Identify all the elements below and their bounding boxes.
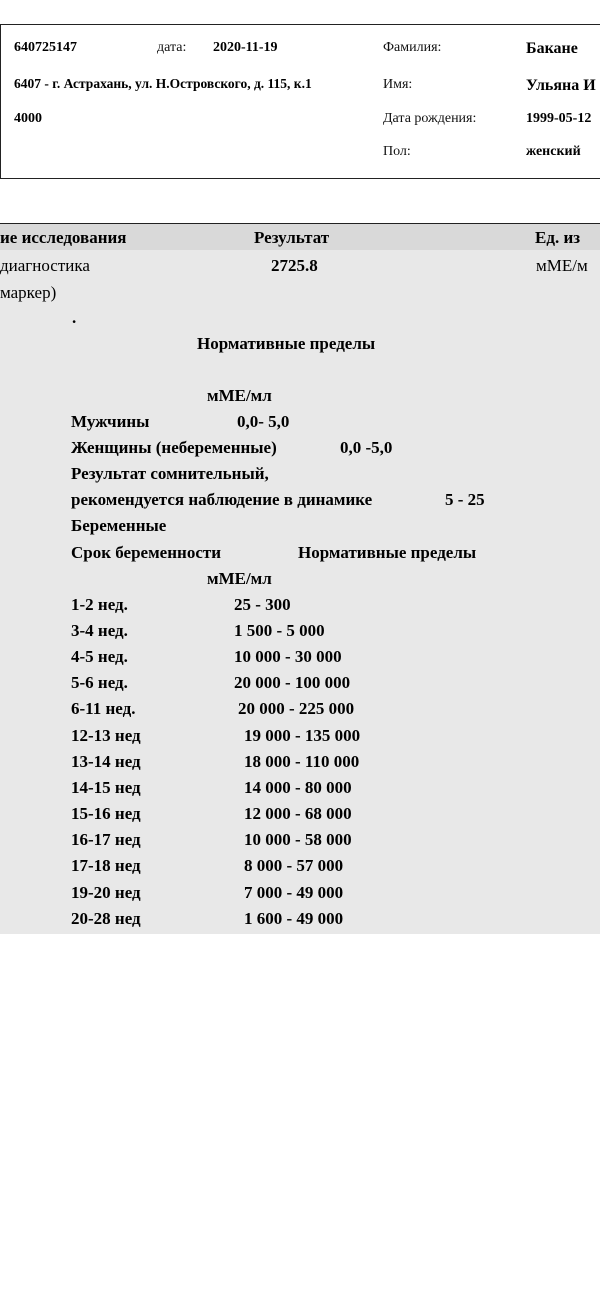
name-label: Имя: (383, 77, 413, 92)
col-test-name: ие исследования (0, 228, 127, 247)
week-range: 19 000 - 135 000 (244, 726, 361, 745)
date-label: дата: (157, 40, 187, 55)
norms-title: Нормативные пределы (197, 334, 376, 353)
date-value: 2020-11-19 (213, 40, 278, 55)
week-term: 16-17 нед (71, 830, 141, 849)
week-range: 20 000 - 100 000 (234, 673, 351, 692)
result-value: 2725.8 (271, 256, 318, 275)
surname-label: Фамилия: (383, 40, 442, 55)
week-range: 1 600 - 49 000 (244, 909, 344, 928)
order-number: 640725147 (14, 40, 77, 55)
result-units: мМЕ/м (536, 256, 588, 275)
week-term: 13-14 нед (71, 752, 141, 771)
header-left-border (0, 24, 1, 179)
week-range: 7 000 - 49 000 (244, 883, 344, 902)
norms-units: мМЕ/мл (207, 386, 272, 405)
term-header: Срок беременности (71, 543, 222, 562)
pregnant-label: Беременные (71, 516, 167, 535)
week-term: 14-15 нед (71, 778, 141, 797)
header-top-border (0, 24, 600, 25)
sex-value: женский (526, 144, 581, 159)
week-range: 14 000 - 80 000 (244, 778, 352, 797)
lab-code: 4000 (14, 111, 42, 126)
week-range: 20 000 - 225 000 (238, 699, 355, 718)
sex-label: Пол: (383, 144, 411, 159)
women-label: Женщины (небеременные) (71, 438, 277, 457)
birth-label: Дата рождения: (383, 111, 477, 126)
header-bottom-border (0, 178, 600, 179)
week-term: 15-16 нед (71, 804, 141, 823)
women-value: 0,0 -5,0 (340, 438, 393, 457)
week-range: 8 000 - 57 000 (244, 856, 344, 875)
men-label: Мужчины (71, 412, 150, 431)
doubtful-line-1: Результат сомнительный, (71, 464, 269, 483)
results-table-header (0, 223, 600, 251)
week-range: 18 000 - 110 000 (244, 752, 360, 771)
birth-value: 1999-05-12 (526, 111, 592, 126)
norms-units-2: мМЕ/мл (207, 569, 272, 588)
week-term: 6-11 нед. (71, 699, 136, 718)
week-term: 20-28 нед (71, 909, 141, 928)
limits-header: Нормативные пределы (298, 543, 477, 562)
week-range: 10 000 - 30 000 (234, 647, 342, 666)
week-term: 4-5 нед. (71, 647, 128, 666)
doubtful-line-2: рекомендуется наблюдение в динамике (71, 490, 373, 509)
week-range: 10 000 - 58 000 (244, 830, 352, 849)
lab-address: 6407 - г. Астрахань, ул. Н.Островского, д. 115, к.1 (14, 76, 312, 91)
men-value: 0,0- 5,0 (237, 412, 290, 431)
week-term: 17-18 нед (71, 856, 141, 875)
col-units: Ед. из (535, 228, 581, 247)
name-value: Ульяна И (526, 77, 596, 94)
week-term: 1-2 нед. (71, 595, 128, 614)
surname-value: Бакане (526, 40, 578, 57)
week-range: 25 - 300 (234, 595, 291, 614)
week-term: 19-20 нед (71, 883, 141, 902)
test-name-line-1: диагностика (0, 256, 90, 275)
doubtful-value: 5 - 25 (445, 490, 485, 509)
norms-dot: . (72, 308, 77, 327)
week-term: 12-13 нед (71, 726, 141, 745)
week-range: 1 500 - 5 000 (234, 621, 325, 640)
week-term: 5-6 нед. (71, 673, 128, 692)
week-range: 12 000 - 68 000 (244, 804, 352, 823)
week-term: 3-4 нед. (71, 621, 128, 640)
test-name-line-2: маркер) (0, 283, 57, 302)
col-result: Результат (254, 228, 330, 247)
